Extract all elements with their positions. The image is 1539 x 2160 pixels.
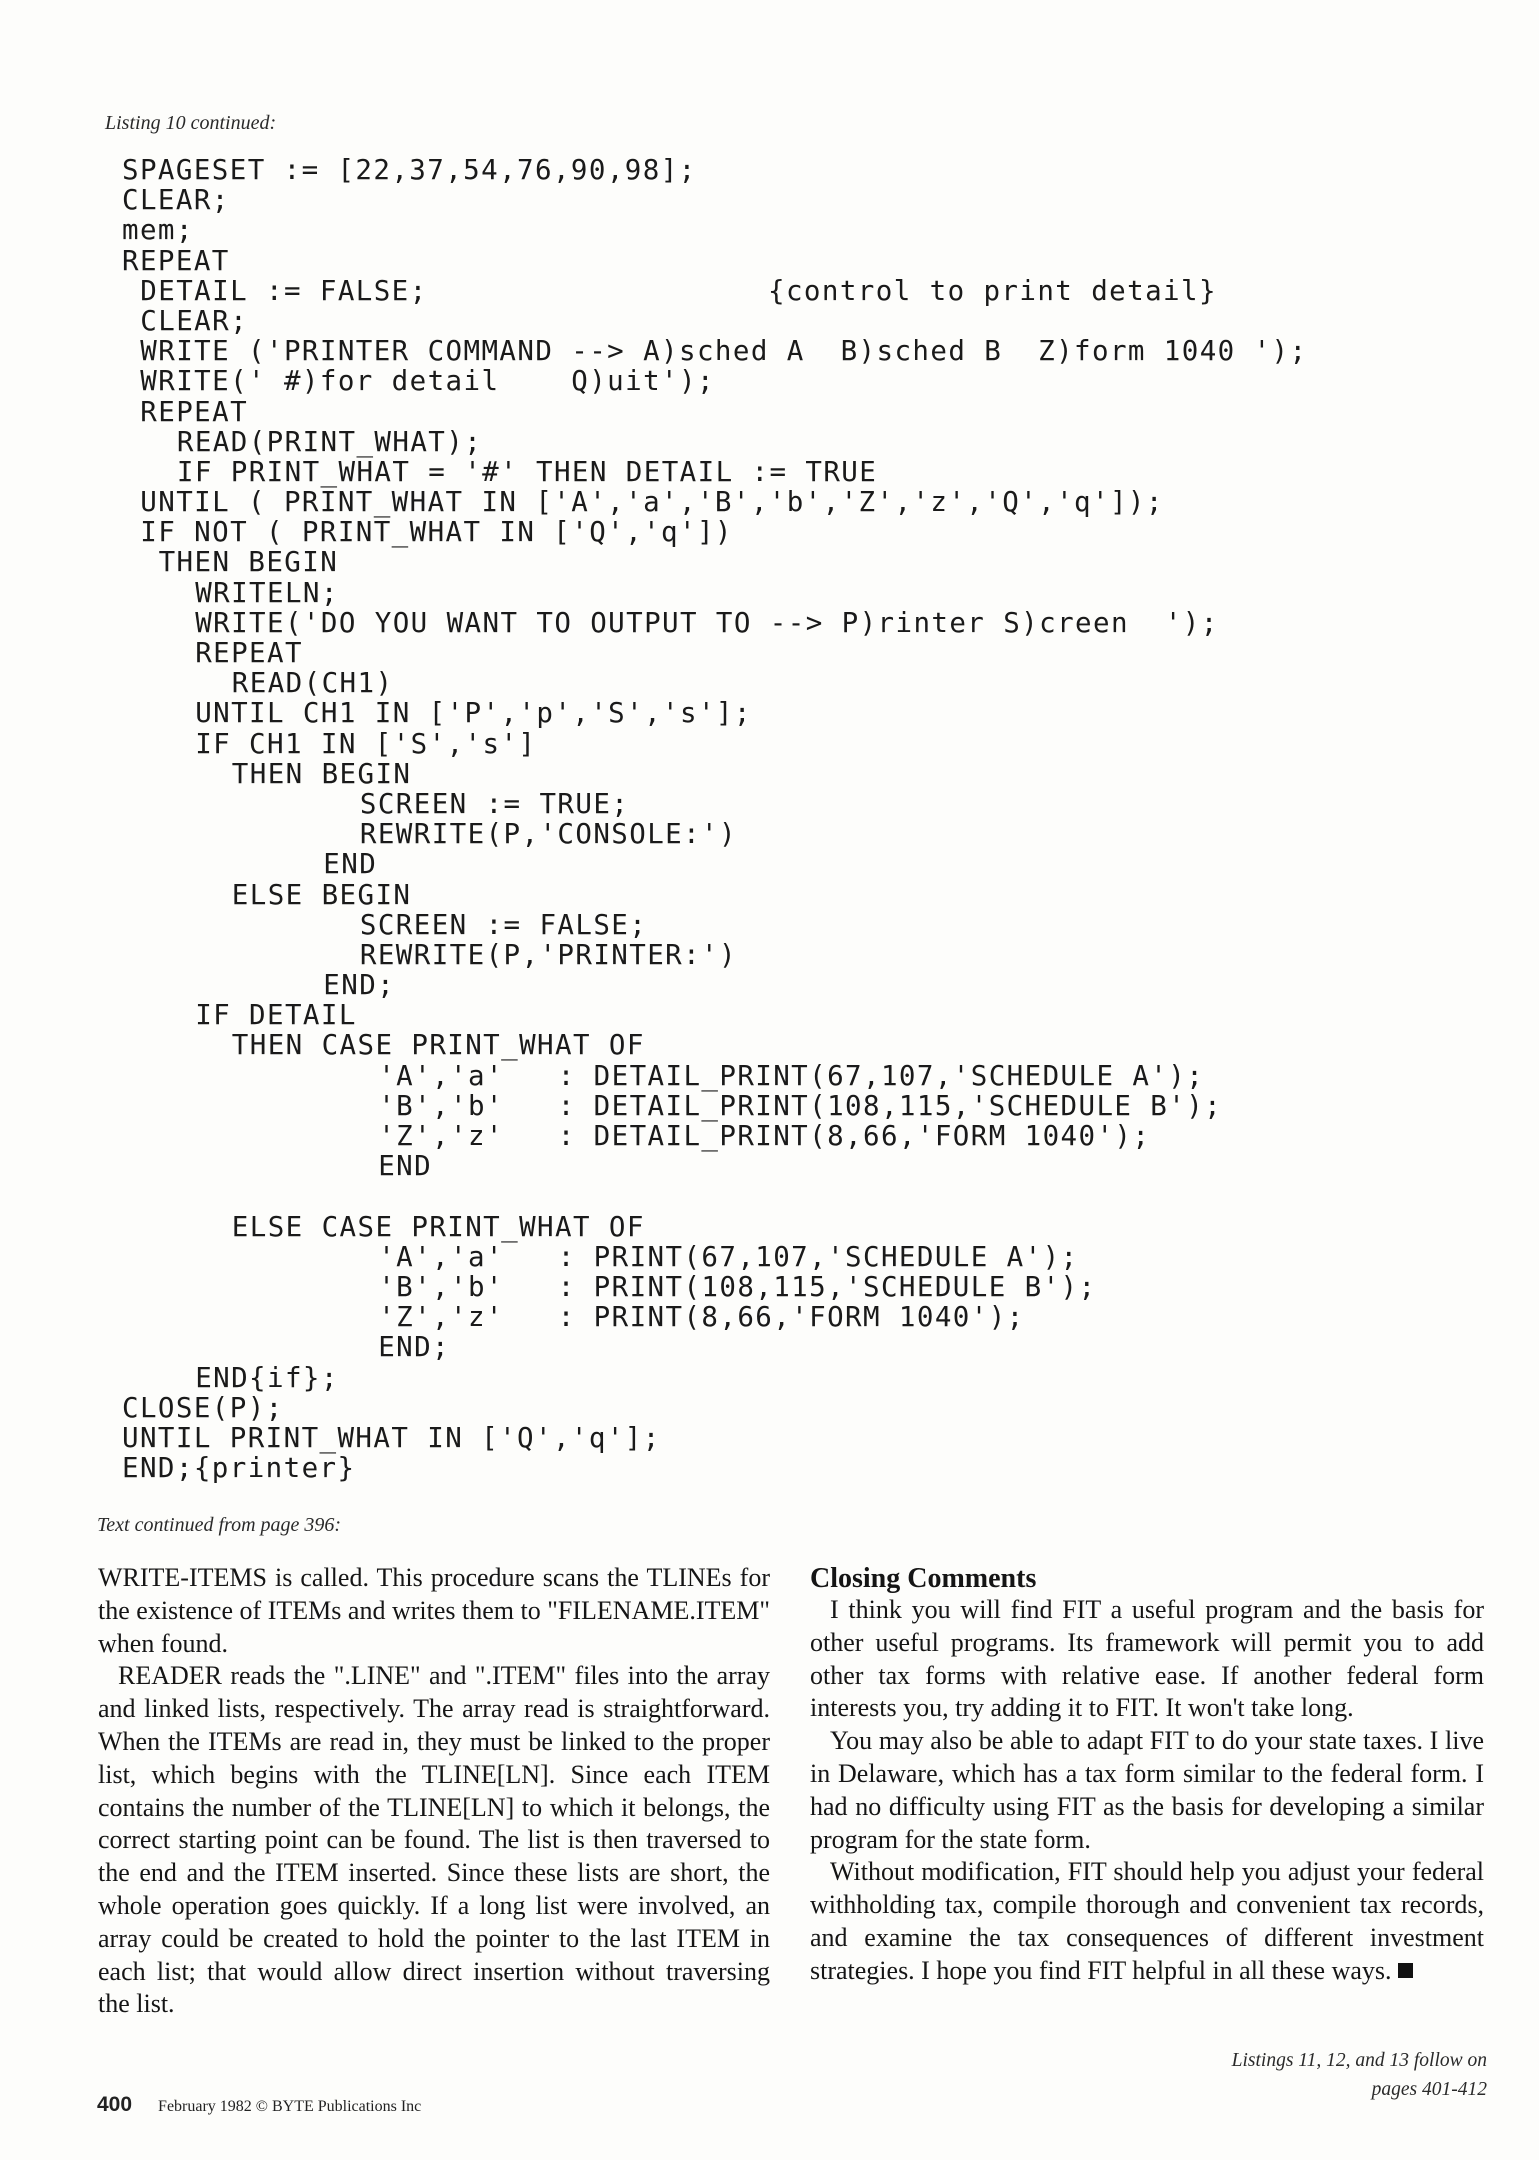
code-line [0, 397, 1539, 427]
code-text: CLEAR; [140, 304, 249, 337]
code-line [0, 1453, 1539, 1483]
code-line [0, 276, 1539, 306]
code-line [0, 1000, 1539, 1030]
code-text: IF NOT ( PRINT_WHAT IN ['Q','q']) [140, 516, 733, 549]
code-text: 'B','b' : PRINT(108,115,'SCHEDULE B'); [378, 1270, 1097, 1303]
code-text: CLOSE(P); [122, 1391, 284, 1424]
code-text: REPEAT [122, 244, 230, 277]
code-text: REPEAT [140, 395, 249, 428]
code-text: READ(PRINT_WHAT); [176, 425, 483, 458]
code-line [0, 215, 1539, 245]
code-text: IF DETAIL [195, 999, 357, 1032]
code-text: UNTIL ( PRINT_WHAT IN ['A','a','B','b','Z','z','Q','q']); [140, 486, 1164, 519]
listing-caption: Listing 10 continued: [105, 112, 277, 134]
code-line [0, 1393, 1539, 1423]
code-text: READ(CH1) [231, 667, 394, 700]
section-heading: Closing Comments [810, 1563, 1037, 1594]
code-text: UNTIL CH1 IN ['P','p','S','s']; [195, 697, 752, 730]
code-text: SPAGESET := [22,37,54,76,90,98]; [122, 154, 697, 186]
code-text: IF CH1 IN ['S','s'] [195, 727, 537, 760]
code-text: REWRITE(P,'PRINTER:') [359, 938, 737, 971]
code-text: 'B','b' : DETAIL_PRINT(108,115,'SCHEDULE B'); [378, 1089, 1223, 1122]
code-text: END [378, 1150, 433, 1183]
code-text: mem; [122, 214, 194, 247]
code-line [0, 1181, 1539, 1211]
code-line [0, 155, 1539, 185]
code-line [0, 1061, 1539, 1091]
code-line [0, 910, 1539, 940]
code-text: WRITE('DO YOU WANT TO OUTPUT TO --> P)rinter S)creen '); [195, 606, 1219, 639]
code-comment: {control to print detail} [768, 274, 1217, 307]
code-line [0, 849, 1539, 879]
code-text: WRITE(' #)for detail Q)uit'); [140, 365, 715, 398]
code-line [0, 547, 1539, 577]
code-line [0, 638, 1539, 668]
code-text: THEN BEGIN [158, 546, 339, 579]
code-text: REWRITE(P,'CONSOLE:') [359, 818, 737, 851]
code-line [0, 185, 1539, 215]
code-line [0, 1302, 1539, 1332]
code-text: WRITE ('PRINTER COMMAND --> A)sched A B)sched B Z)form 1040 '); [140, 335, 1308, 368]
code-line [0, 729, 1539, 759]
code-text: IF PRINT_WHAT = '#' THEN DETAIL := TRUE [176, 455, 878, 488]
code-line [0, 1030, 1539, 1060]
code-line [0, 366, 1539, 396]
end-mark-icon [1398, 1963, 1413, 1978]
code-line [0, 578, 1539, 608]
body-paragraph: You may also be able to adapt FIT to do your state taxes. I live in Delaware, which has a tax form similar to the federal form. I had no difficulty using FIT as the basis for developing a similar program for the state form. [810, 1726, 1484, 1854]
footer-text: February 1982 © BYTE Publications Inc [158, 2098, 422, 2115]
code-line [0, 1363, 1539, 1393]
code-line [0, 819, 1539, 849]
code-line [0, 608, 1539, 638]
code-listing [0, 155, 1539, 1483]
right-text-column [810, 1562, 1484, 1988]
code-line [0, 1242, 1539, 1272]
code-text: THEN BEGIN [231, 757, 412, 790]
code-text: 'A','a' : PRINT(67,107,'SCHEDULE A'); [378, 1240, 1079, 1273]
continued-caption: Text continued from page 396: [97, 1514, 342, 1536]
code-text: END [323, 848, 378, 881]
page-number: 400 [97, 2093, 133, 2116]
code-line [0, 517, 1539, 547]
code-line [0, 306, 1539, 336]
code-text: 'Z','z' : DETAIL_PRINT(8,66,'FORM 1040'); [378, 1120, 1151, 1152]
code-line [0, 698, 1539, 728]
code-text: ELSE BEGIN [231, 878, 412, 911]
follow-note [1087, 2046, 1487, 2104]
code-line [0, 940, 1539, 970]
code-line [0, 487, 1539, 517]
code-text: END{if}; [195, 1361, 339, 1394]
code-line [0, 970, 1539, 1000]
code-text: WRITELN; [195, 576, 339, 609]
code-line [0, 1121, 1539, 1151]
code-line [0, 336, 1539, 366]
code-line [0, 789, 1539, 819]
code-line [0, 457, 1539, 487]
code-text: 'A','a' : DETAIL_PRINT(67,107,'SCHEDULE A'); [378, 1059, 1205, 1092]
code-line [0, 1423, 1539, 1453]
code-line [0, 1332, 1539, 1362]
code-text: SCREEN := TRUE; [359, 787, 630, 820]
code-text: REPEAT [195, 637, 303, 669]
code-line [0, 1091, 1539, 1121]
code-text: DETAIL := FALSE; [140, 274, 428, 307]
code-line [0, 1151, 1539, 1181]
body-paragraph: I think you will find FIT a useful program and the basis for other useful programs. Its framework will permit you to add other tax forms with relative ease. If another federal form interests you, try adding it to FIT. It won't take long. [810, 1595, 1484, 1723]
body-paragraph: READER reads the ".LINE" and ".ITEM" files into the array and linked lists, respectively. The array read is straightforward. When the ITEMs are read in, they must be linked to the proper list, which begins with the TLINE[LN]. Since each ITEM contains the number of the TLINE[LN] to which it belongs, the correct starting point can be found. The list is then traversed to the end and the ITEM inserted. Since these lists are short, the whole operation goes quickly. If a long list were involved, an array could be created to hold the pointer to the last ITEM in each list; that would allow direct insertion without traversing the list. [98, 1661, 770, 2019]
body-paragraph [810, 1856, 1484, 1987]
code-text: SCREEN := FALSE; [359, 908, 648, 941]
code-line [0, 759, 1539, 789]
code-text: 'Z','z' : PRINT(8,66,'FORM 1040'); [378, 1301, 1025, 1334]
page-footer [97, 2093, 421, 2117]
code-line [0, 880, 1539, 910]
code-text: THEN CASE PRINT_WHAT OF [231, 1029, 645, 1062]
body-paragraph: WRITE-ITEMS is called. This procedure scans the TLINEs for the existence of ITEMs and writes them to "FILENAME.ITEM" when found. [98, 1563, 770, 1658]
code-text: UNTIL PRINT_WHAT IN ['Q','q']; [122, 1421, 661, 1454]
code-line [0, 246, 1539, 276]
code-line [0, 1272, 1539, 1302]
code-text: END;{printer} [122, 1452, 356, 1485]
code-text: END; [378, 1331, 451, 1364]
left-text-column [98, 1562, 770, 2021]
code-line [0, 668, 1539, 698]
code-line [0, 1212, 1539, 1242]
code-line [0, 427, 1539, 457]
closing-paragraph-text: Without modification, FIT should help you adjust your federal withholding tax, compile thorough and convenient tax records, and examine the tax consequences of different investment strategies. I hope you find FIT helpful in all these ways. [810, 1857, 1484, 1985]
follow-note-line: Listings 11, 12, and 13 follow on [1231, 2050, 1487, 2071]
code-text: CLEAR; [122, 184, 230, 217]
code-text: END; [323, 969, 396, 1002]
code-text: ELSE CASE PRINT_WHAT OF [231, 1210, 645, 1243]
follow-note-line: pages 401-412 [1371, 2079, 1487, 2100]
